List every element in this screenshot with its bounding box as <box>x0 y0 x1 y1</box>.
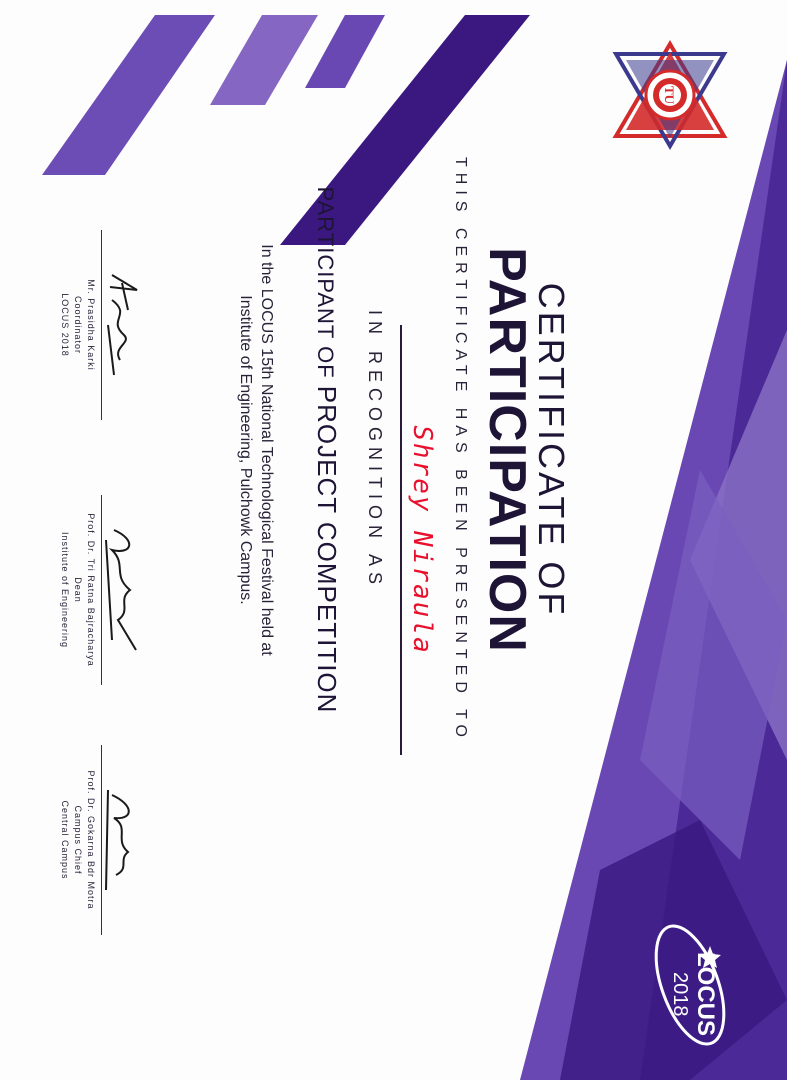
festival-line-1: In the LOCUS 15th National Technological Festival held at <box>258 244 275 656</box>
festival-line-2: Institute of Engineering, Pulchowk Campus. <box>237 295 254 605</box>
signature-rule-dean <box>101 495 102 685</box>
certificate-heading-line2: PARTICIPATION <box>478 247 536 653</box>
locus-year-text: 2018 <box>669 972 691 1017</box>
signature-rule-coordinator <box>101 230 102 420</box>
signatory-org-dean: Institute of Engineering <box>60 531 70 649</box>
signature-mark-campus-chief <box>102 780 142 900</box>
signature-mark-coordinator <box>102 265 142 385</box>
locus-brand-text: LOCUS <box>692 952 719 1036</box>
signature-block-coordinator <box>58 205 142 445</box>
signature-block-campus-chief <box>58 720 142 960</box>
participant-prefix: PARTICIPANT OF <box>313 186 338 379</box>
participant-line <box>311 0 342 900</box>
signatory-role-dean: Dean <box>73 577 83 603</box>
signature-block-dean <box>58 470 142 710</box>
signatory-org-coordinator: LOCUS 2018 <box>60 293 70 357</box>
signatory-name-coordinator: Mr. Prasidha Karki <box>86 279 96 371</box>
signature-mark-dean <box>102 520 142 660</box>
signature-rule-campus-chief <box>101 745 102 935</box>
signatory-name-dean: Prof. Dr. Tri Ratna Bajracharya <box>86 513 96 667</box>
participant-category: PROJECT COMPETITION <box>312 385 342 714</box>
signatory-role-campus-chief: Campus Chief <box>73 805 83 875</box>
signatory-name-campus-chief: Prof. Dr. Gokarna Bdr Motra <box>86 770 96 910</box>
recipient-underline <box>400 325 402 755</box>
recognition-text: IN RECOGNITION AS <box>365 309 385 591</box>
presented-to-text: THIS CERTIFICATE HAS BEEN PRESENTED TO <box>452 157 469 743</box>
certificate-heading-line1: CERTIFICATE OF <box>531 282 572 618</box>
signatory-role-coordinator: Coordinator <box>73 295 83 355</box>
recipient-name: Shrey Niraula <box>407 425 437 655</box>
emblem-monogram: TU <box>662 85 677 105</box>
festival-description <box>235 0 277 900</box>
signatory-org-campus-chief: Central Campus <box>60 800 70 880</box>
